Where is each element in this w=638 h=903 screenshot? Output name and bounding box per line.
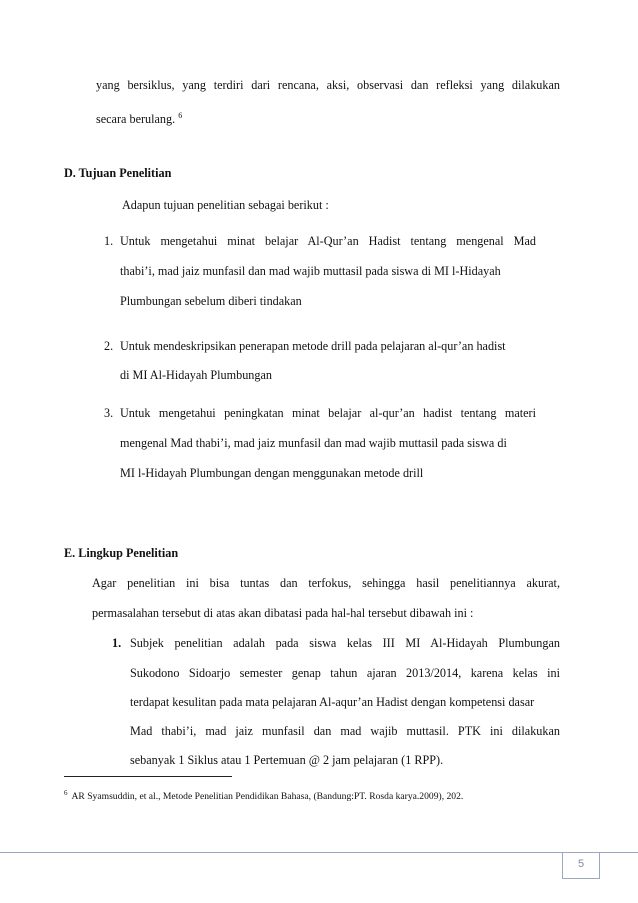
list-item-number: 3. [104, 406, 114, 420]
intro-line-2 [96, 112, 182, 126]
list-item-line: mengenal Mad thabi’i, mad jaiz munfasil dan mad wajib muttasil pada siswa di [120, 436, 507, 450]
footnote [64, 791, 463, 803]
footnote-text: AR Syamsuddin, et al., Metode Penelitian Pendidikan Bahasa, (Bandung:PT. Rosda karya.2009), 202. [71, 791, 464, 802]
section-d-heading: D. Tujuan Penelitian [64, 166, 172, 180]
section-e-paragraph-line: permasalahan tersebut di atas akan dibatasi pada hal-hal tersebut dibawah ini : [92, 606, 474, 620]
list-item-line: Untuk mengetahui minat belajar Al-Qur’an Hadist tentang mengenal Mad [120, 234, 536, 248]
list-item-line: Mad thabi’i, mad jaiz munfasil dan mad wajib muttasil. PTK ini dilakukan [130, 724, 560, 738]
list-item-number: 2. [104, 339, 114, 353]
section-e-paragraph-line: Agar penelitian ini bisa tuntas dan terfokus, sehingga hasil penelitiannya akurat, [92, 576, 560, 590]
intro-line-2-text: secara berulang. [96, 112, 176, 126]
footnote-mark: 6 [64, 789, 68, 797]
intro-line-1: yang bersiklus, yang terdiri dari rencana, aksi, observasi dan refleksi yang dilakukan [96, 78, 560, 92]
list-item-line: Plumbungan sebelum diberi tindakan [120, 294, 302, 308]
list-item-line: MI l-Hidayah Plumbungan dengan menggunakan metode drill [120, 466, 424, 480]
footnote-separator [64, 776, 232, 777]
list-item-number: 1. [112, 636, 122, 650]
list-item-line: Sukodono Sidoarjo semester genap tahun ajaran 2013/2014, karena kelas ini [130, 666, 560, 680]
list-item-line: di MI Al-Hidayah Plumbungan [120, 368, 272, 382]
list-item-line: terdapat kesulitan pada mata pelajaran Al-aqur’an Hadist dengan kompetensi dasar [130, 695, 535, 709]
list-item-line: Untuk mengetahui peningkatan minat belajar al-qur’an hadist tentang materi [120, 406, 536, 420]
list-item-number: 1. [104, 234, 114, 248]
list-item-line: sebanyak 1 Siklus atau 1 Pertemuan @ 2 jam pelajaran (1 RPP). [130, 753, 444, 767]
section-e-heading: E. Lingkup Penelitian [64, 546, 179, 560]
list-item-line: Subjek penelitian adalah pada siswa kelas III MI Al-Hidayah Plumbungan [130, 636, 560, 650]
section-d-lead: Adapun tujuan penelitian sebagai berikut : [122, 198, 329, 212]
list-item-line: Untuk mendeskripsikan penerapan metode drill pada pelajaran al-qur’an hadist [120, 339, 506, 353]
footnote-ref: 6 [178, 110, 183, 120]
page-number: 5 [562, 852, 600, 879]
footer-rule [0, 852, 638, 853]
list-item-line: thabi’i, mad jaiz munfasil dan mad wajib muttasil pada siswa di MI l-Hidayah [120, 264, 501, 278]
